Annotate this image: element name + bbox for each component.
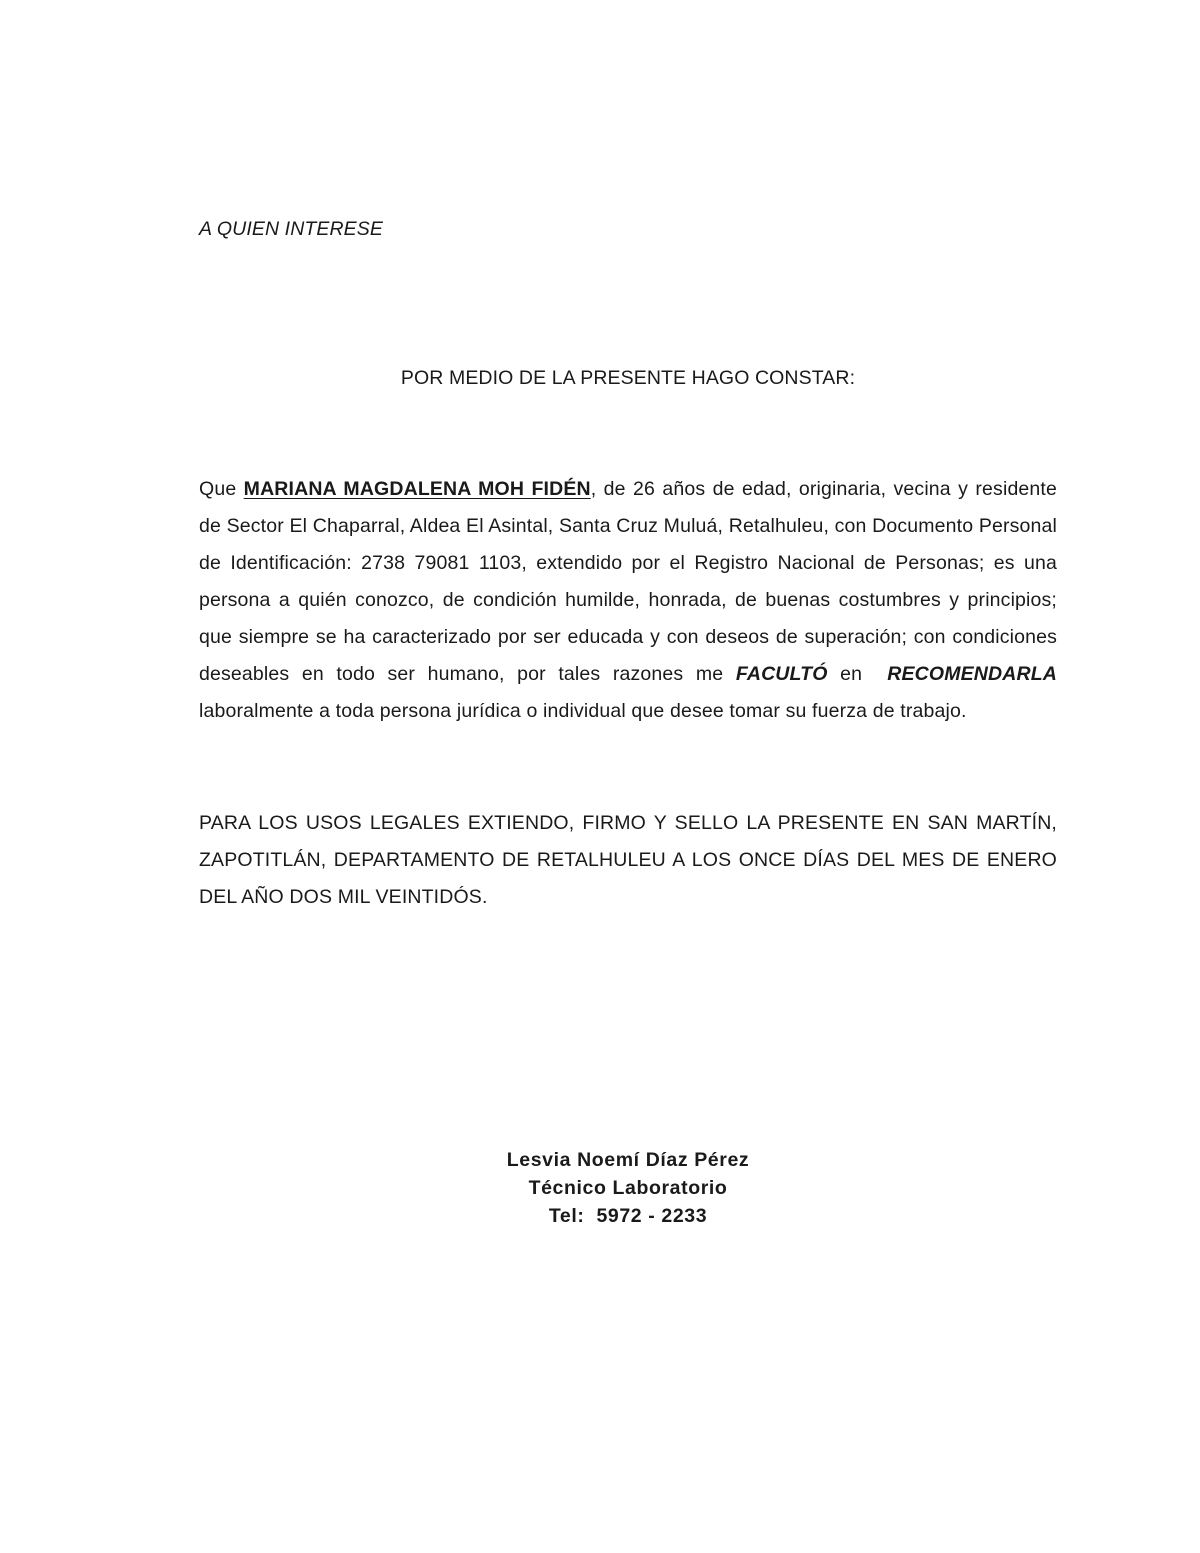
letter-heading: POR MEDIO DE LA PRESENTE HAGO CONSTAR: bbox=[400, 367, 856, 389]
body-paragraph-1 bbox=[199, 471, 1057, 730]
emphasis-faculto: FACULTÓ bbox=[735, 663, 828, 685]
paragraph-intro: Que bbox=[199, 478, 244, 500]
signer-phone: Tel: 5972 - 2233 bbox=[548, 1205, 708, 1227]
signature-block bbox=[199, 1146, 1057, 1230]
emphasis-recomendarla: RECOMENDARLA bbox=[887, 663, 1057, 685]
paragraph-text-1: , de 26 años de edad, originaria, vecina y residente de Sector El Chaparral, Aldea El Asintal, Santa Cruz Muluá, Retalhuleu, con Documento Personal de Identificación: 2738 79081 1103, extendido por el Registro Nacional de Personas; es una persona a quién conozco, de condición humilde, honrada, de buenas costumbres y principios; que siempre se ha caracterizado por ser educada y con deseos de superación; con condiciones deseables en todo ser humano, por tales razones me bbox=[199, 478, 1057, 685]
signer-title: Técnico Laboratorio bbox=[528, 1177, 728, 1199]
candidate-name: MARIANA MAGDALENA MOH FIDÉN bbox=[243, 478, 591, 500]
signer-name: Lesvia Noemí Díaz Pérez bbox=[506, 1149, 750, 1171]
body-paragraph-2: PARA LOS USOS LEGALES EXTIENDO, FIRMO Y SELLO LA PRESENTE EN SAN MARTÍN, ZAPOTITLÁN, DEPARTAMENTO DE RETALHULEU A LOS ONCE DÍAS DEL MES DE ENERO DEL AÑO DOS MIL VEINTIDÓS. bbox=[199, 812, 1057, 908]
paragraph-text-between: en bbox=[827, 663, 875, 685]
paragraph-text-2: laboralmente a toda persona jurídica o individual que desee tomar su fuerza de trabajo. bbox=[199, 700, 967, 722]
salutation: A QUIEN INTERESE bbox=[199, 218, 383, 240]
